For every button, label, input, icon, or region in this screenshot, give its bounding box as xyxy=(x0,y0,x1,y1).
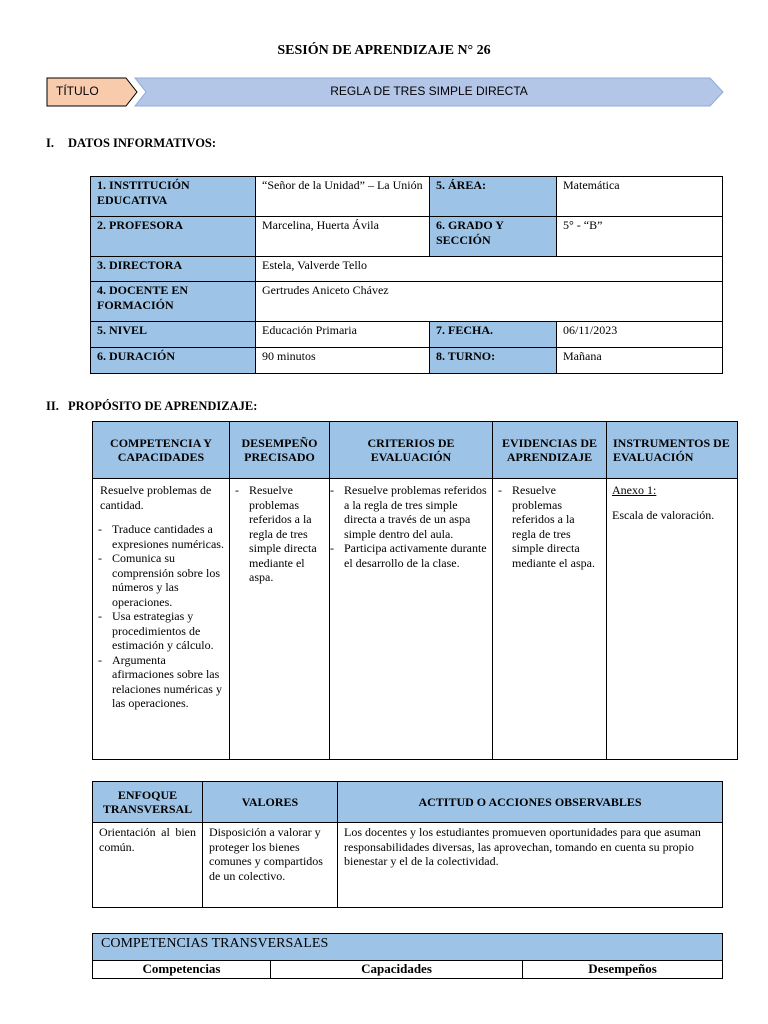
grado-value: 5° - “B” xyxy=(557,217,723,257)
header-competencia: COMPETENCIA Y CAPACIDADES xyxy=(93,422,230,479)
institucion-value: “Señor de la Unidad” – La Unión xyxy=(256,177,430,217)
table-header-row xyxy=(93,934,723,961)
title-banner xyxy=(134,77,724,107)
section-proposito-heading xyxy=(46,399,257,414)
list-item: - Comunica su comprensión sobre los números y las operaciones. xyxy=(98,551,224,609)
fecha-value: 06/11/2023 xyxy=(557,322,723,348)
competencias-transversales-title: COMPETENCIAS TRANSVERSALES xyxy=(93,934,723,961)
instrumento-text: Escala de valoración. xyxy=(612,507,715,522)
capacidades-list xyxy=(98,522,224,711)
title-tag xyxy=(46,77,138,107)
header-evidencias: EVIDENCIAS DE APRENDIZAJE xyxy=(493,422,607,479)
section-label: DATOS INFORMATIVOS: xyxy=(68,136,217,150)
docente-label: 4. DOCENTE EN FORMACIÓN xyxy=(91,282,256,322)
proposito-table xyxy=(92,421,738,760)
competencia-cell xyxy=(93,479,230,760)
desempeno-cell xyxy=(230,479,330,760)
title-tag-label: TÍTULO xyxy=(56,84,99,98)
table-row xyxy=(91,282,723,322)
column-capacidades: Capacidades xyxy=(271,961,523,979)
instrumentos-cell xyxy=(607,479,738,760)
area-value: Matemática xyxy=(557,177,723,217)
section-number: II. xyxy=(46,399,59,413)
anexo-label: Anexo 1: xyxy=(612,483,657,497)
nivel-value: Educación Primaria xyxy=(256,322,430,348)
enfoque-table xyxy=(92,781,723,908)
turno-value: Mañana xyxy=(557,348,723,374)
competencia-text: Resuelve problemas de cantidad. xyxy=(100,483,212,512)
section-label: PROPÓSITO DE APRENDIZAJE: xyxy=(68,399,258,413)
list-item: - Resuelve problemas referidos a la regla de tres simple directa mediante el aspa. xyxy=(498,483,601,570)
table-row xyxy=(91,348,723,374)
section-number: I. xyxy=(46,136,54,150)
datos-table xyxy=(90,176,723,374)
duracion-label: 6. DURACIÓN xyxy=(91,348,256,374)
competencias-transversales-table xyxy=(92,933,723,979)
table-row xyxy=(91,257,723,282)
table-row xyxy=(91,322,723,348)
enfoque-cell: Orientación al bien común. xyxy=(93,823,203,908)
directora-value: Estela, Valverde Tello xyxy=(256,257,723,282)
criterios-cell xyxy=(330,479,493,760)
valores-cell: Disposición a valorar y proteger los bienes comunes y compartidos de un colectivo. xyxy=(203,823,338,908)
header-criterios: CRITERIOS DE EVALUACIÓN xyxy=(330,422,493,479)
list-item: - Usa estrategias y procedimientos de estimación y cálculo. xyxy=(98,609,224,653)
turno-label: 8. TURNO: xyxy=(430,348,557,374)
table-row xyxy=(91,177,723,217)
section-datos-heading xyxy=(46,136,216,151)
nivel-label: 5. NIVEL xyxy=(91,322,256,348)
table-row xyxy=(93,823,723,908)
list-item: - Resuelve problemas referidos a la regla de tres simple directa mediante el aspa. xyxy=(235,483,324,585)
table-header-row xyxy=(93,782,723,823)
column-desempenos: Desempeños xyxy=(523,961,723,979)
header-desempeno: DESEMPEÑO PRECISADO xyxy=(230,422,330,479)
institucion-label: 1. INSTITUCIÓN EDUCATIVA xyxy=(91,177,256,217)
list-item: - Participa activamente durante el desarrollo de la clase. xyxy=(330,541,487,570)
duracion-value: 90 minutos xyxy=(256,348,430,374)
profesora-value: Marcelina, Huerta Ávila xyxy=(256,217,430,257)
evidencias-list xyxy=(498,483,601,570)
table-row xyxy=(93,961,723,979)
area-label: 5. ÁREA: xyxy=(430,177,557,217)
session-title: REGLA DE TRES SIMPLE DIRECTA xyxy=(330,84,528,98)
header-valores: VALORES xyxy=(203,782,338,823)
desempeno-list xyxy=(235,483,324,585)
list-item: - Resuelve problemas referidos a la regla de tres simple directa a través de un aspa simple dentro del aula. xyxy=(330,483,487,541)
actitud-cell: Los docentes y los estudiantes promueven oportunidades para que asuman responsabilidades diversas, las aprovechan, tomando en cuenta su propio bienestar y el de la colectividad. xyxy=(338,823,723,908)
list-item: - Argumenta afirmaciones sobre las relaciones numéricas y las operaciones. xyxy=(98,653,224,711)
evidencias-cell xyxy=(493,479,607,760)
header-enfoque: ENFOQUE TRANSVERSAL xyxy=(93,782,203,823)
docente-value: Gertrudes Aniceto Chávez xyxy=(256,282,723,322)
table-row xyxy=(91,217,723,257)
list-item: - Traduce cantidades a expresiones numéricas. xyxy=(98,522,224,551)
header-actitud: ACTITUD O ACCIONES OBSERVABLES xyxy=(338,782,723,823)
table-row xyxy=(93,479,738,760)
table-header-row xyxy=(93,422,738,479)
criterios-list xyxy=(330,483,487,570)
header-instrumentos: INSTRUMENTOS DE EVALUACIÓN xyxy=(607,422,738,479)
grado-label: 6. GRADO Y SECCIÓN xyxy=(430,217,557,257)
document-title: SESIÓN DE APRENDIZAJE N° 26 xyxy=(277,43,491,58)
directora-label: 3. DIRECTORA xyxy=(91,257,256,282)
profesora-label: 2. PROFESORA xyxy=(91,217,256,257)
fecha-label: 7. FECHA. xyxy=(430,322,557,348)
column-competencias: Competencias xyxy=(93,961,271,979)
